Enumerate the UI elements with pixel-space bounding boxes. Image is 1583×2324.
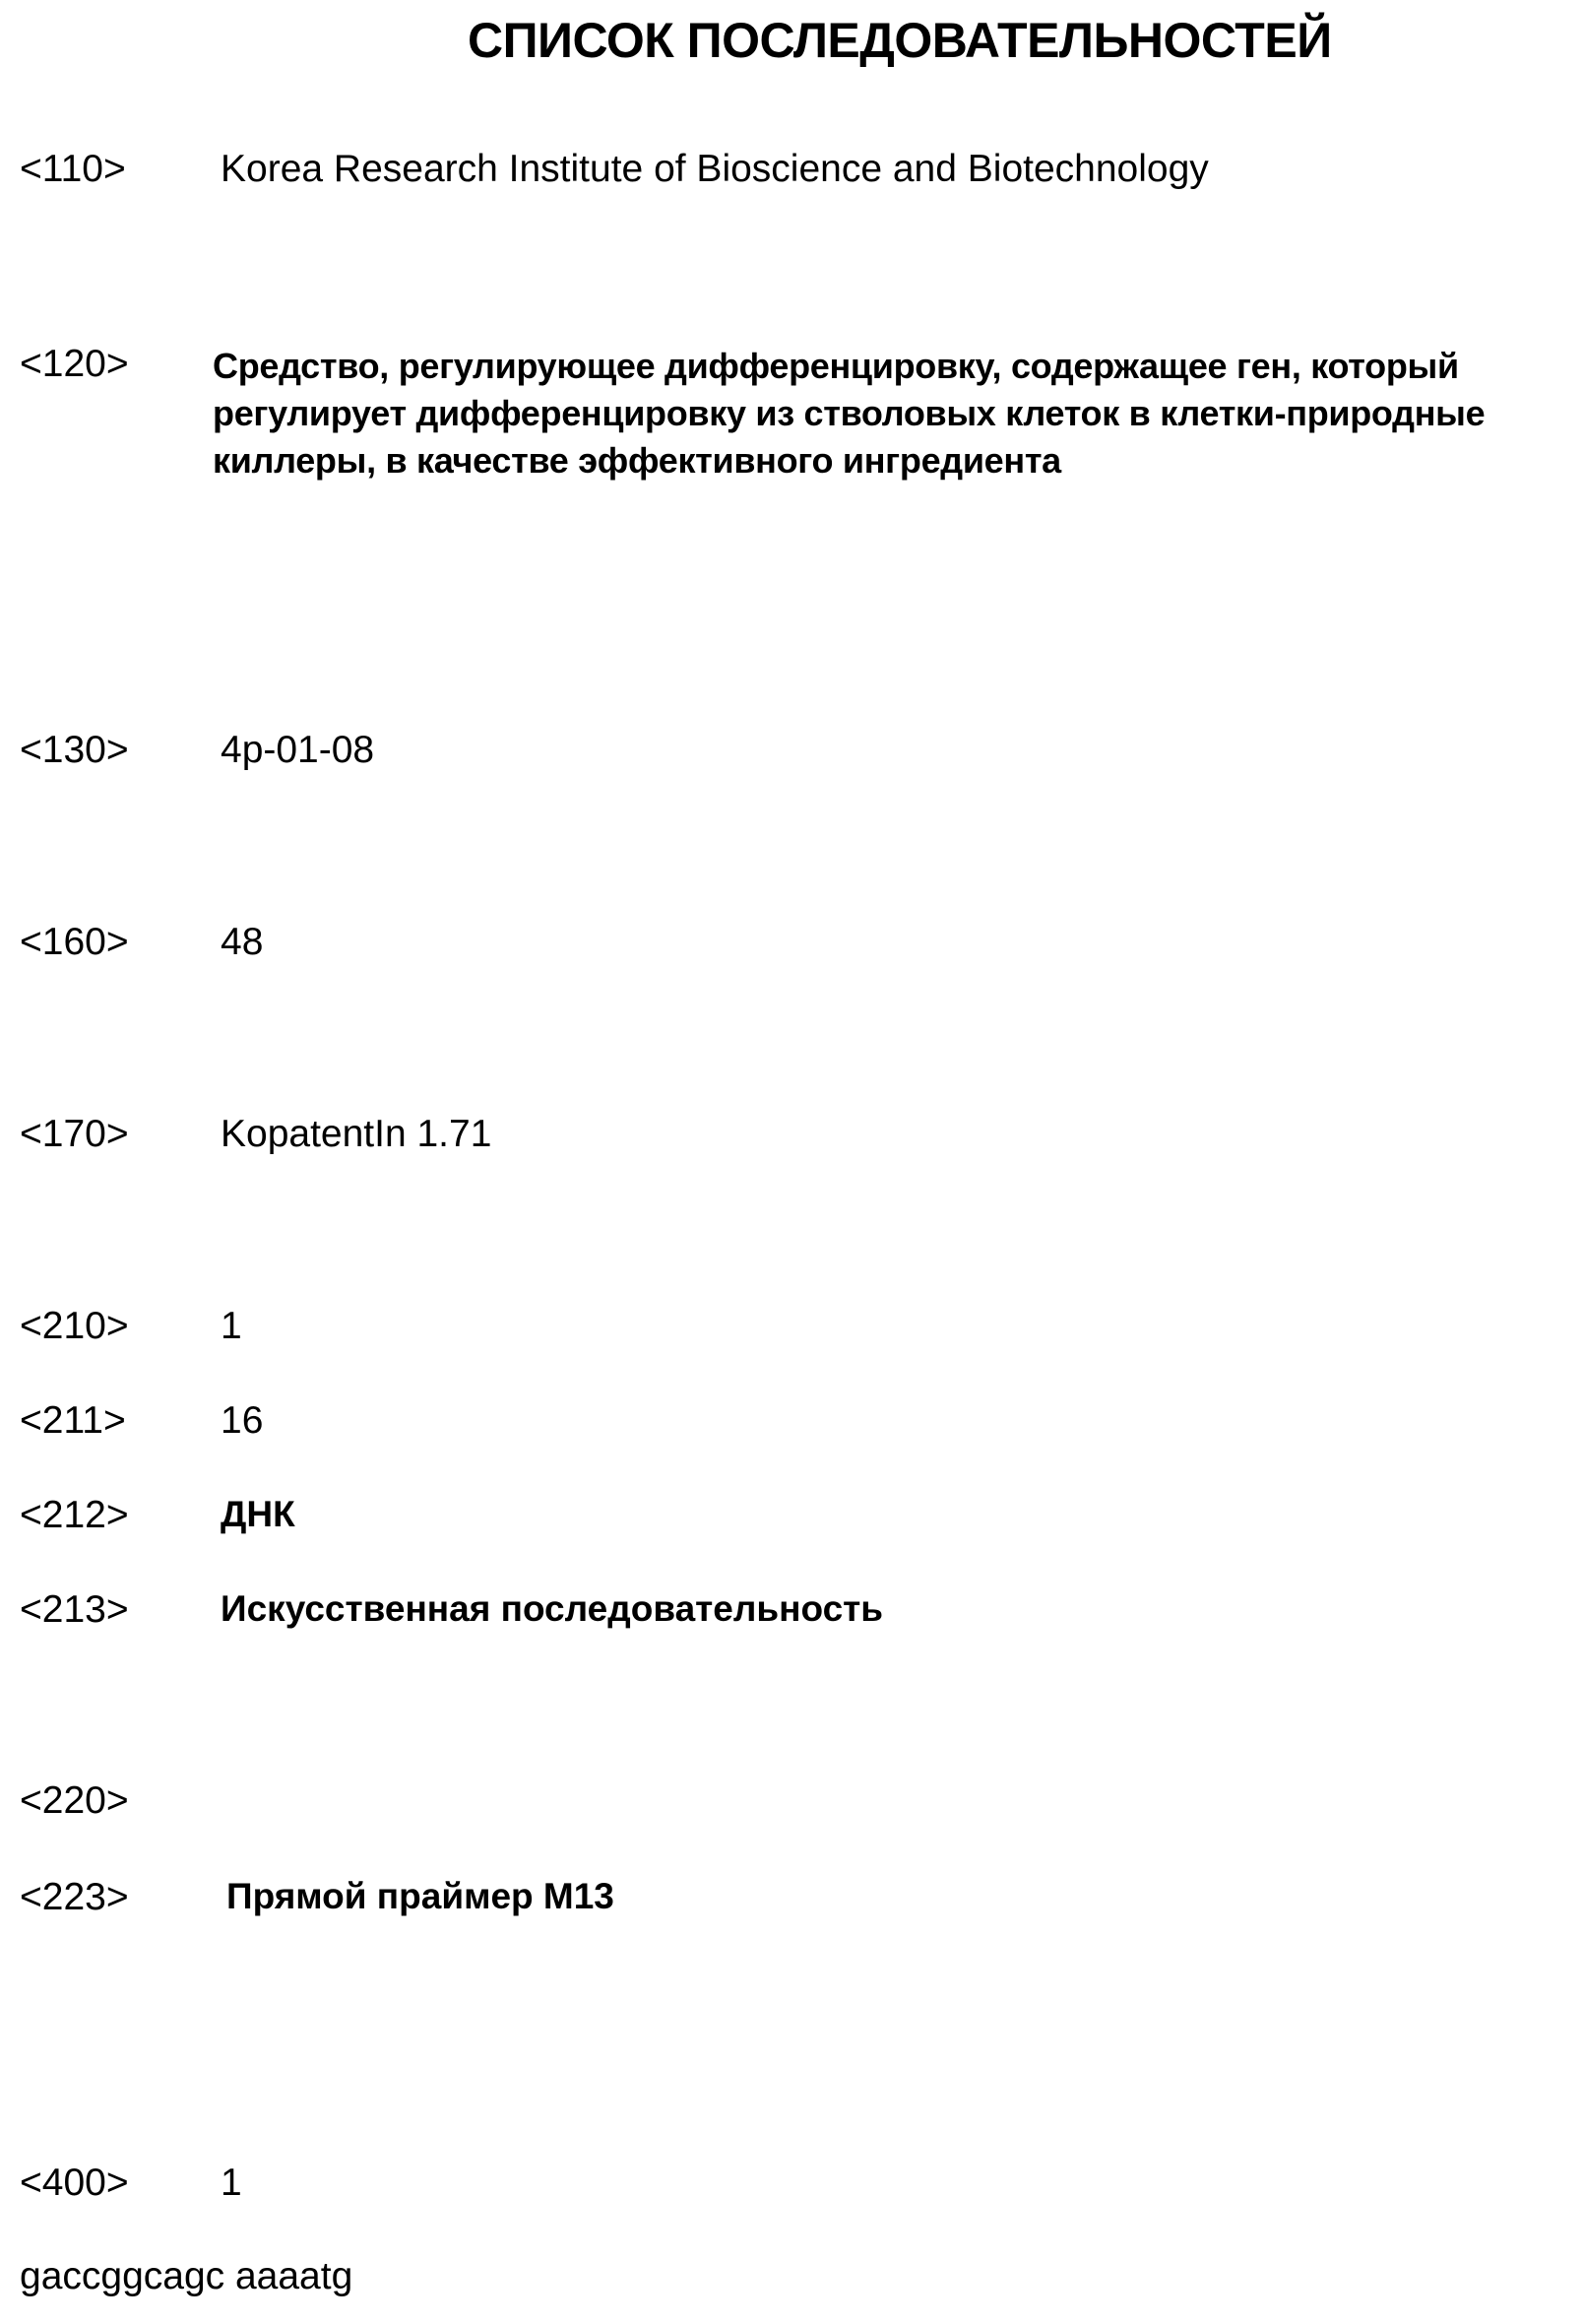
entry-value: KopatentIn 1.71 (221, 1113, 491, 1156)
entry-value: 4p-01-08 (221, 729, 374, 772)
entry-tag: <210> (20, 1305, 129, 1348)
sequence-text: gaccggcagc aaaatg (20, 2255, 352, 2298)
entry-tag: <212> (20, 1494, 129, 1537)
entry-value: ДНК (221, 1494, 295, 1535)
entry-value: 1 (221, 2162, 242, 2205)
entry-value: 16 (221, 1399, 263, 1443)
entry-tag: <170> (20, 1113, 129, 1156)
entry-value: Прямой праймер M13 (226, 1876, 614, 1917)
entry-tag: <213> (20, 1588, 129, 1632)
entry-value: Средство, регулирующее дифференцировку, содержащее ген, который регулирует дифференцировку из стволовых клеток в клетки-природные киллеры, в качестве эффективного ингредиента (213, 343, 1576, 484)
entry-tag: <110> (20, 148, 126, 191)
entry-tag: <160> (20, 921, 129, 964)
entry-value: Korea Research Institute of Bioscience and Biotechnology (221, 148, 1209, 191)
entry-tag: <130> (20, 729, 129, 772)
entry-value: 1 (221, 1305, 242, 1348)
entry-tag: <223> (20, 1876, 129, 1919)
entry-tag: <211> (20, 1399, 126, 1443)
entry-value: 48 (221, 921, 263, 964)
entry-tag: <120> (20, 343, 129, 386)
entry-value: Искусственная последовательность (221, 1588, 883, 1630)
entry-tag: <400> (20, 2162, 129, 2205)
document-title: СПИСОК ПОСЛЕДОВАТЕЛЬНОСТЕЙ (0, 12, 1583, 69)
entry-tag: <220> (20, 1779, 129, 1823)
